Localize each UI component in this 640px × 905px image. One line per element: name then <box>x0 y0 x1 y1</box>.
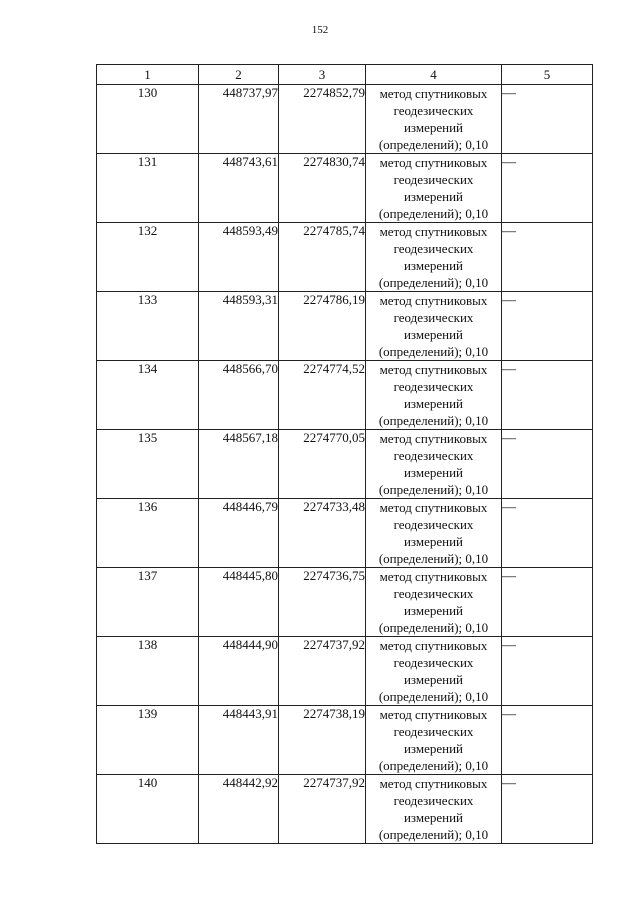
method-line: геодезических <box>393 310 474 325</box>
y-coordinate-cell: 2274737,92 <box>279 775 366 844</box>
x-coordinate-cell: 448743,61 <box>199 154 279 223</box>
method-line: (определений); 0,10 <box>378 344 489 359</box>
method-line: геодезических <box>393 241 474 256</box>
y-coordinate-cell: 2274774,52 <box>279 361 366 430</box>
method-line: метод спутниковых <box>379 707 488 722</box>
method-line: (определений); 0,10 <box>378 482 489 497</box>
method-line: измерений <box>403 189 464 204</box>
method-line: метод спутниковых <box>379 638 488 653</box>
note-dash: — <box>502 431 516 446</box>
note-cell <box>502 223 593 292</box>
header-col-4: 4 <box>366 65 502 85</box>
x-coordinate-cell: 448443,91 <box>199 706 279 775</box>
x-coordinate-cell: 448593,31 <box>199 292 279 361</box>
method-line: геодезических <box>393 103 474 118</box>
point-number-cell: 137 <box>97 568 199 637</box>
note-cell <box>502 430 593 499</box>
point-number-cell: 139 <box>97 706 199 775</box>
note-dash: — <box>502 293 516 308</box>
y-coordinate-cell: 2274830,74 <box>279 154 366 223</box>
note-dash: — <box>502 224 516 239</box>
method-cell <box>366 430 502 499</box>
table-row <box>97 637 593 706</box>
note-dash: — <box>502 638 516 653</box>
header-col-5: 5 <box>502 65 593 85</box>
method-cell <box>366 361 502 430</box>
table-row <box>97 361 593 430</box>
table-row <box>97 430 593 499</box>
x-coordinate-cell: 448446,79 <box>199 499 279 568</box>
method-line: измерений <box>403 603 464 618</box>
method-line: измерений <box>403 465 464 480</box>
method-line: (определений); 0,10 <box>378 620 489 635</box>
page-number: 152 <box>311 24 329 36</box>
note-dash: — <box>502 707 516 722</box>
y-coordinate-cell: 2274852,79 <box>279 85 366 154</box>
table-row <box>97 223 593 292</box>
method-line: метод спутниковых <box>379 224 488 239</box>
header-row <box>97 65 593 85</box>
note-cell <box>502 637 593 706</box>
point-number-cell: 136 <box>97 499 199 568</box>
method-line: измерений <box>403 327 464 342</box>
x-coordinate-cell: 448566,70 <box>199 361 279 430</box>
point-number-cell: 130 <box>97 85 199 154</box>
method-line: геодезических <box>393 655 474 670</box>
x-coordinate-cell: 448593,49 <box>199 223 279 292</box>
table-row <box>97 85 593 154</box>
table-row <box>97 499 593 568</box>
x-coordinate-cell: 448567,18 <box>199 430 279 499</box>
method-line: измерений <box>403 258 464 273</box>
table-body <box>97 85 593 844</box>
point-number-cell: 131 <box>97 154 199 223</box>
method-cell <box>366 292 502 361</box>
method-line: метод спутниковых <box>379 155 488 170</box>
method-cell <box>366 637 502 706</box>
method-cell <box>366 775 502 844</box>
method-line: метод спутниковых <box>379 362 488 377</box>
x-coordinate-cell: 448737,97 <box>199 85 279 154</box>
y-coordinate-cell: 2274770,05 <box>279 430 366 499</box>
method-line: (определений); 0,10 <box>378 275 489 290</box>
note-cell <box>502 154 593 223</box>
note-dash: — <box>502 500 516 515</box>
method-line: (определений); 0,10 <box>378 827 489 842</box>
note-cell <box>502 775 593 844</box>
method-cell <box>366 499 502 568</box>
method-line: измерений <box>403 120 464 135</box>
method-cell <box>366 568 502 637</box>
header-col-1: 1 <box>97 65 199 85</box>
note-dash: — <box>502 86 516 101</box>
method-line: измерений <box>403 534 464 549</box>
table-header <box>97 65 593 85</box>
table-row <box>97 775 593 844</box>
table-row <box>97 568 593 637</box>
table-row <box>97 154 593 223</box>
method-line: геодезических <box>393 724 474 739</box>
method-line: (определений); 0,10 <box>378 206 489 221</box>
method-line: метод спутниковых <box>379 500 488 515</box>
method-line: измерений <box>403 396 464 411</box>
note-cell <box>502 292 593 361</box>
method-line: геодезических <box>393 448 474 463</box>
method-line: геодезических <box>393 793 474 808</box>
x-coordinate-cell: 448442,92 <box>199 775 279 844</box>
y-coordinate-cell: 2274785,74 <box>279 223 366 292</box>
method-line: (определений); 0,10 <box>378 689 489 704</box>
y-coordinate-cell: 2274737,92 <box>279 637 366 706</box>
note-dash: — <box>502 776 516 791</box>
method-line: (определений); 0,10 <box>378 758 489 773</box>
point-number-cell: 133 <box>97 292 199 361</box>
method-line: метод спутниковых <box>379 293 488 308</box>
y-coordinate-cell: 2274736,75 <box>279 568 366 637</box>
method-line: (определений); 0,10 <box>378 137 489 152</box>
method-line: метод спутниковых <box>379 776 488 791</box>
header-col-2: 2 <box>199 65 279 85</box>
method-line: метод спутниковых <box>379 569 488 584</box>
note-dash: — <box>502 155 516 170</box>
method-cell <box>366 85 502 154</box>
method-line: измерений <box>403 672 464 687</box>
note-cell <box>502 568 593 637</box>
note-cell <box>502 85 593 154</box>
method-line: метод спутниковых <box>379 86 488 101</box>
note-cell <box>502 499 593 568</box>
table-row <box>97 706 593 775</box>
point-number-cell: 138 <box>97 637 199 706</box>
point-number-cell: 134 <box>97 361 199 430</box>
header-col-3: 3 <box>279 65 366 85</box>
method-cell <box>366 223 502 292</box>
method-line: геодезических <box>393 379 474 394</box>
point-number-cell: 132 <box>97 223 199 292</box>
x-coordinate-cell: 448444,90 <box>199 637 279 706</box>
y-coordinate-cell: 2274733,48 <box>279 499 366 568</box>
note-cell <box>502 361 593 430</box>
point-number-cell: 135 <box>97 430 199 499</box>
method-line: метод спутниковых <box>379 431 488 446</box>
note-dash: — <box>502 569 516 584</box>
method-cell <box>366 706 502 775</box>
y-coordinate-cell: 2274738,19 <box>279 706 366 775</box>
y-coordinate-cell: 2274786,19 <box>279 292 366 361</box>
method-line: (определений); 0,10 <box>378 413 489 428</box>
coordinates-table <box>96 64 593 844</box>
note-cell <box>502 706 593 775</box>
method-line: измерений <box>403 810 464 825</box>
method-line: геодезических <box>393 517 474 532</box>
point-number-cell: 140 <box>97 775 199 844</box>
method-line: измерений <box>403 741 464 756</box>
x-coordinate-cell: 448445,80 <box>199 568 279 637</box>
method-line: геодезических <box>393 586 474 601</box>
table-row <box>97 292 593 361</box>
method-line: геодезических <box>393 172 474 187</box>
method-cell <box>366 154 502 223</box>
note-dash: — <box>502 362 516 377</box>
method-line: (определений); 0,10 <box>378 551 489 566</box>
